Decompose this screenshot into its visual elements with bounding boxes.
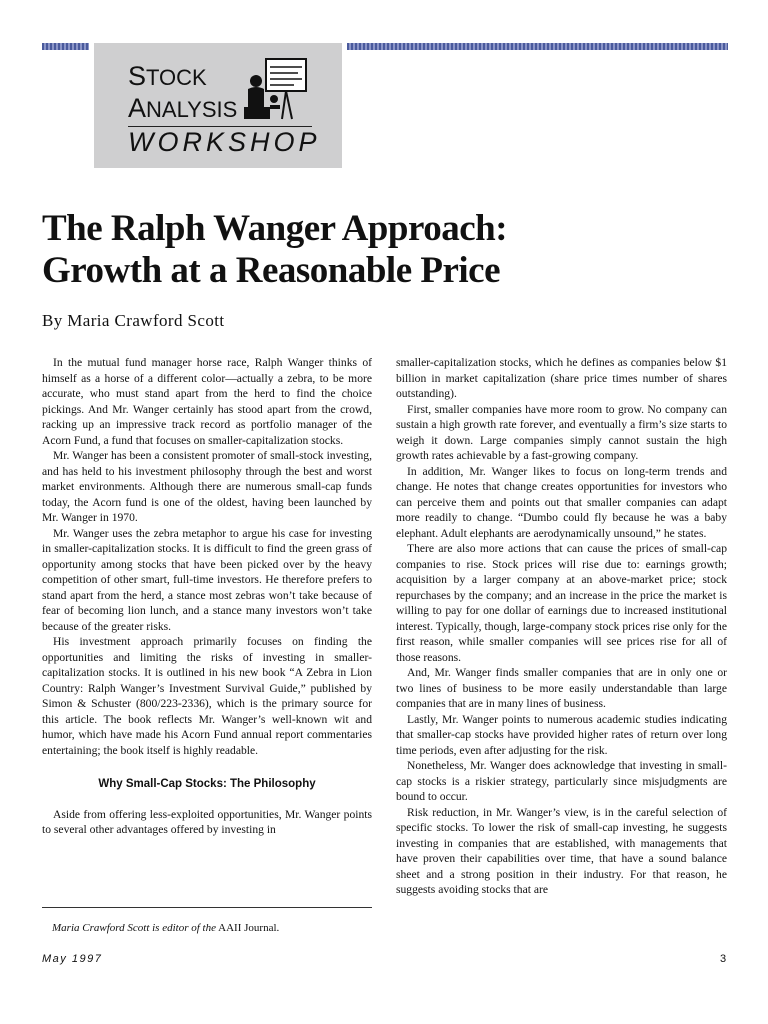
left-column	[42, 355, 372, 838]
author-footnote	[52, 922, 279, 934]
footnote-journal: AAII Journal.	[218, 922, 280, 934]
logo-analysis-text: ANALYSIS	[128, 93, 238, 123]
paragraph: Risk reduction, in Mr. Wanger’s view, is in the careful selection of specific stocks. To lower the risk of small-cap investing, he suggests investing in companies that are established, with managements that have proven their capabilities over time, that have a sound balance sheet and a strong position in their industry. For that reason, he suggests avoiding stocks that are	[396, 805, 727, 896]
stock-analysis-workshop-logo	[94, 43, 342, 168]
paragraph: Lastly, Mr. Wanger points to numerous academic studies indicating that smaller-cap stocks have provided higher rates of return over long time periods, even after adjusting for the risk.	[396, 712, 727, 757]
paragraph: In addition, Mr. Wanger likes to focus on long-term trends and change. He notes that change creates opportunities for investors who can perceive them and points out that smaller companies can adapt more readily to change. “Dumbo could fly because he was a baby elephant. Adult elephants are aerodynamically unsound,” he states.	[396, 464, 727, 540]
article-byline: By Maria Crawford Scott	[42, 311, 225, 330]
paragraph: And, Mr. Wanger finds smaller companies that are in only one or two lines of business to be more easily understandable than large companies that are in many lines of business.	[396, 666, 727, 710]
paragraph: Aside from offering less-exploited opportunities, Mr. Wanger points to several other advantages offered by investing in	[42, 807, 372, 836]
paragraph: His investment approach primarily focuses on finding the opportunities and limiting the risks of investing in smaller-capitalization stocks. It is outlined in his new book “A Zebra in Lion Country: Ralph Wanger’s Investment Survival Guide,” published by Simon & Schuster (800/223-2336), which is the primary source for this article. The book reflects Mr. Wanger’s well-known wit and humor, which have made his Acorn Fund annual report commentaries entertaining; the book itself is highly readable.	[42, 635, 372, 757]
paragraph: Nonetheless, Mr. Wanger does acknowledge that investing in small-cap stocks is a riskier strategy, particularly since misjudgments are bound to occur.	[396, 759, 727, 803]
footnote-text: Maria Crawford Scott is editor of the	[52, 922, 216, 934]
page-number: 3	[720, 953, 727, 965]
header-stripe-left	[42, 43, 89, 50]
article-title-line-1: The Ralph Wanger Approach:	[42, 208, 508, 249]
paragraph: Mr. Wanger uses the zebra metaphor to argue his case for investing in smaller-capitalization stocks. It is difficult to find the green grass of opportunity among stocks that have been picked over by the heavy competition of other smart, full-time investors. He therefore prefers to stand apart from the herd, a stance most zebras won’t take because of fear of becoming lion lunch, and a stance many investors won’t take because of the greater risks.	[42, 526, 372, 633]
presenter-chart-icon	[244, 57, 310, 121]
paragraph: There are also more actions that can cause the prices of small-cap companies to rise. Stock prices will rise due to: earnings growth; acquisition by a larger company at an above-market price; stock repurchases by the company; and an increase in the price the market is willing to pay for one dollar of earnings due to increased institutional interest. Typically, though, large-company stock prices rise only for the first reason, while smaller companies will see prices rise for all of those reasons.	[396, 542, 727, 664]
header-stripe-right	[347, 43, 728, 50]
article-title	[42, 208, 742, 292]
paragraph: In the mutual fund manager horse race, Ralph Wanger thinks of himself as a horse of a different color—actually a zebra, to be more accurate, who must stand apart from the herd to find the choice pickings. And Mr. Wanger certainly has stood apart from the crowd, racking up an impressive track record as portfolio manager of the Acorn Fund, a fund that focuses on smaller-capitalization stocks.	[42, 356, 372, 447]
logo-stock-text: STOCK	[128, 61, 207, 91]
section-heading: Why Small-Cap Stocks: The Philosophy	[98, 778, 316, 790]
right-column	[396, 355, 727, 898]
paragraph: Mr. Wanger has been a consistent promoter of small-stock investing, and has held to his investment philosophy through the best and worst market environments. Although there are numerous small-cap funds today, the Acorn fund is one of the oldest, having been launched by Mr. Wanger in 1970.	[42, 449, 372, 524]
paragraph: smaller-capitalization stocks, which he defines as companies below $1 billion in market capitalization (share price times number of shares outstanding).	[396, 356, 727, 400]
article-title-line-2: Growth at a Reasonable Price	[42, 250, 501, 291]
footnote-divider	[42, 907, 372, 908]
logo-workshop-text: WORKSHOP	[128, 127, 321, 157]
footer-date: May 1997	[42, 953, 103, 965]
paragraph: First, smaller companies have more room to grow. No company can sustain a high growth rate forever, and eventually a firm’s size starts to weigh it down. Large companies simply cannot sustain the high growth rates achievable by a fast-growing company.	[396, 402, 727, 462]
